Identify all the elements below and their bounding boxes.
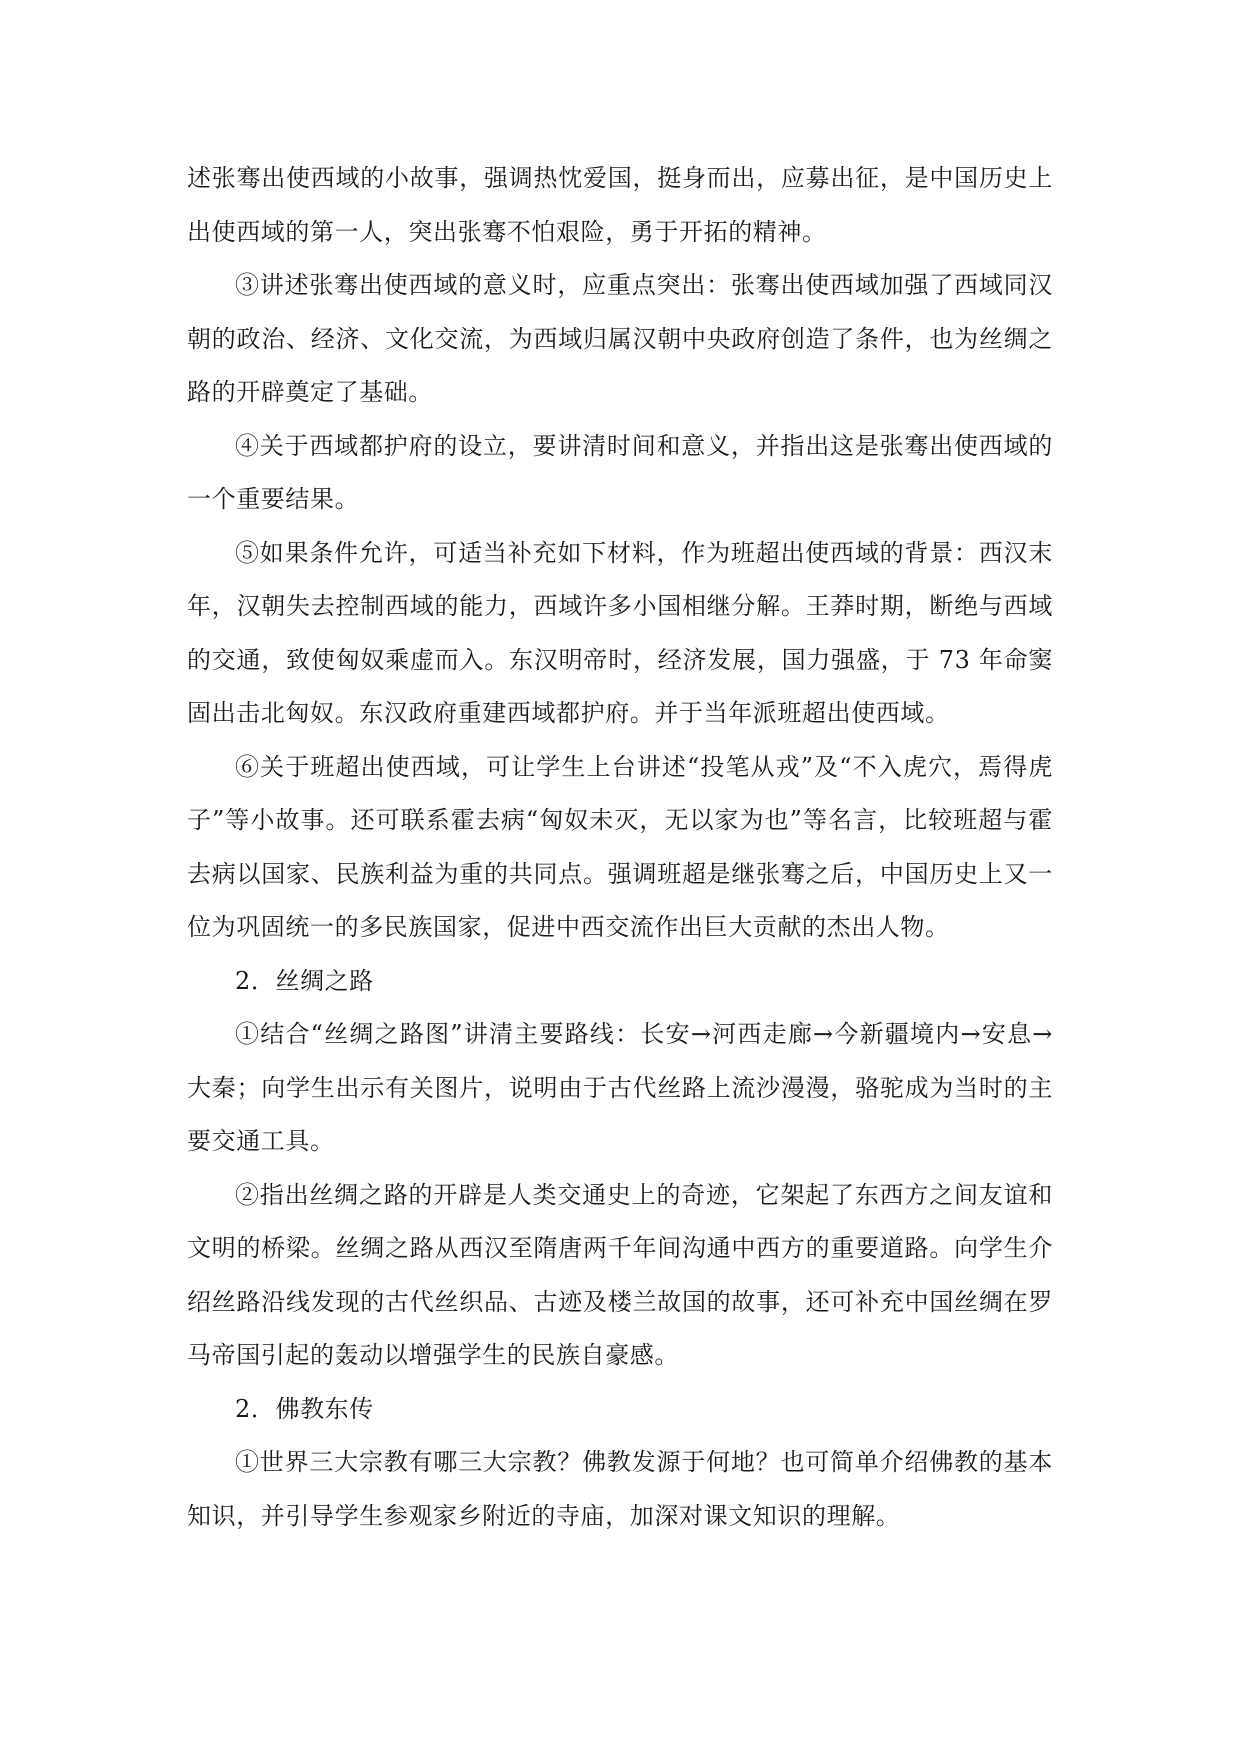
paragraph-buddhism-intro: ①世界三大宗教有哪三大宗教？佛教发源于何地？也可简单介绍佛教的基本知识，并引导学生参观家乡附近的寺庙，加深对课文知识的理解。 <box>187 1448 1053 1530</box>
paragraph-silk-road-route: ①结合“丝绸之路图”讲清主要路线：长安→河西走廊→今新疆境内→安息→大秦；向学生出示有关图片，说明由于古代丝路上流沙漫漫，骆驼成为当时的主要交通工具。 <box>187 1020 1053 1155</box>
paragraph-ban-chao-stories: ⑥关于班超出使西域，可让学生上台讲述“投笔从戎”及“不入虎穴，焉得虎子”等小故事。还可联系霍去病“匈奴未灭，无以家为也”等名言，比较班超与霍去病以国家、民族利益为重的共同点。强调班超是继张骞之后，中国历史上又一位为巩固统一的多民族国家，促进中西交流作出巨大贡献的杰出人物。 <box>187 752 1053 941</box>
paragraph-protectorate: ④关于西域都护府的设立，要讲清时间和意义，并指出这是张骞出使西域的一个重要结果。 <box>187 431 1053 513</box>
paragraph-silk-road-significance: ②指出丝绸之路的开辟是人类交通史上的奇迹，它架起了东西方之间友谊和文明的桥梁。丝绸之路从西汉至隋唐两千年间沟通中西方的重要道路。向学生介绍丝路沿线发现的古代丝织品、古迹及楼兰故国的故事，还可补充中国丝绸在罗马帝国引起的轰动以增强学生的民族自豪感。 <box>187 1180 1053 1369</box>
document-body <box>187 152 1053 1543</box>
paragraph-zhang-qian-story: 述张骞出使西域的小故事，强调热忱爱国，挺身而出，应募出征，是中国历史上出使西域的第一人，突出张骞不怕艰险，勇于开拓的精神。 <box>187 164 1053 246</box>
paragraph-ban-chao-background: ⑤如果条件允许，可适当补充如下材料，作为班超出使西域的背景：西汉末年，汉朝失去控制西域的能力，西域许多小国相继分解。王莽时期，断绝与西域的交通，致使匈奴乘虚而入。东汉明帝时，经济发展，国力强盛，于 73 年命窦固出击北匈奴。东汉政府重建西域都护府。并于当年派班超出使西域。 <box>187 538 1053 727</box>
section-heading-silk-road: 2．丝绸之路 <box>235 966 374 995</box>
paragraph-zhang-qian-significance: ③讲述张骞出使西域的意义时，应重点突出：张骞出使西域加强了西域同汉朝的政治、经济、文化交流，为西域归属汉朝中央政府创造了条件，也为丝绸之路的开辟奠定了基础。 <box>187 271 1053 406</box>
section-heading-buddhism: 2．佛教东传 <box>235 1394 374 1423</box>
